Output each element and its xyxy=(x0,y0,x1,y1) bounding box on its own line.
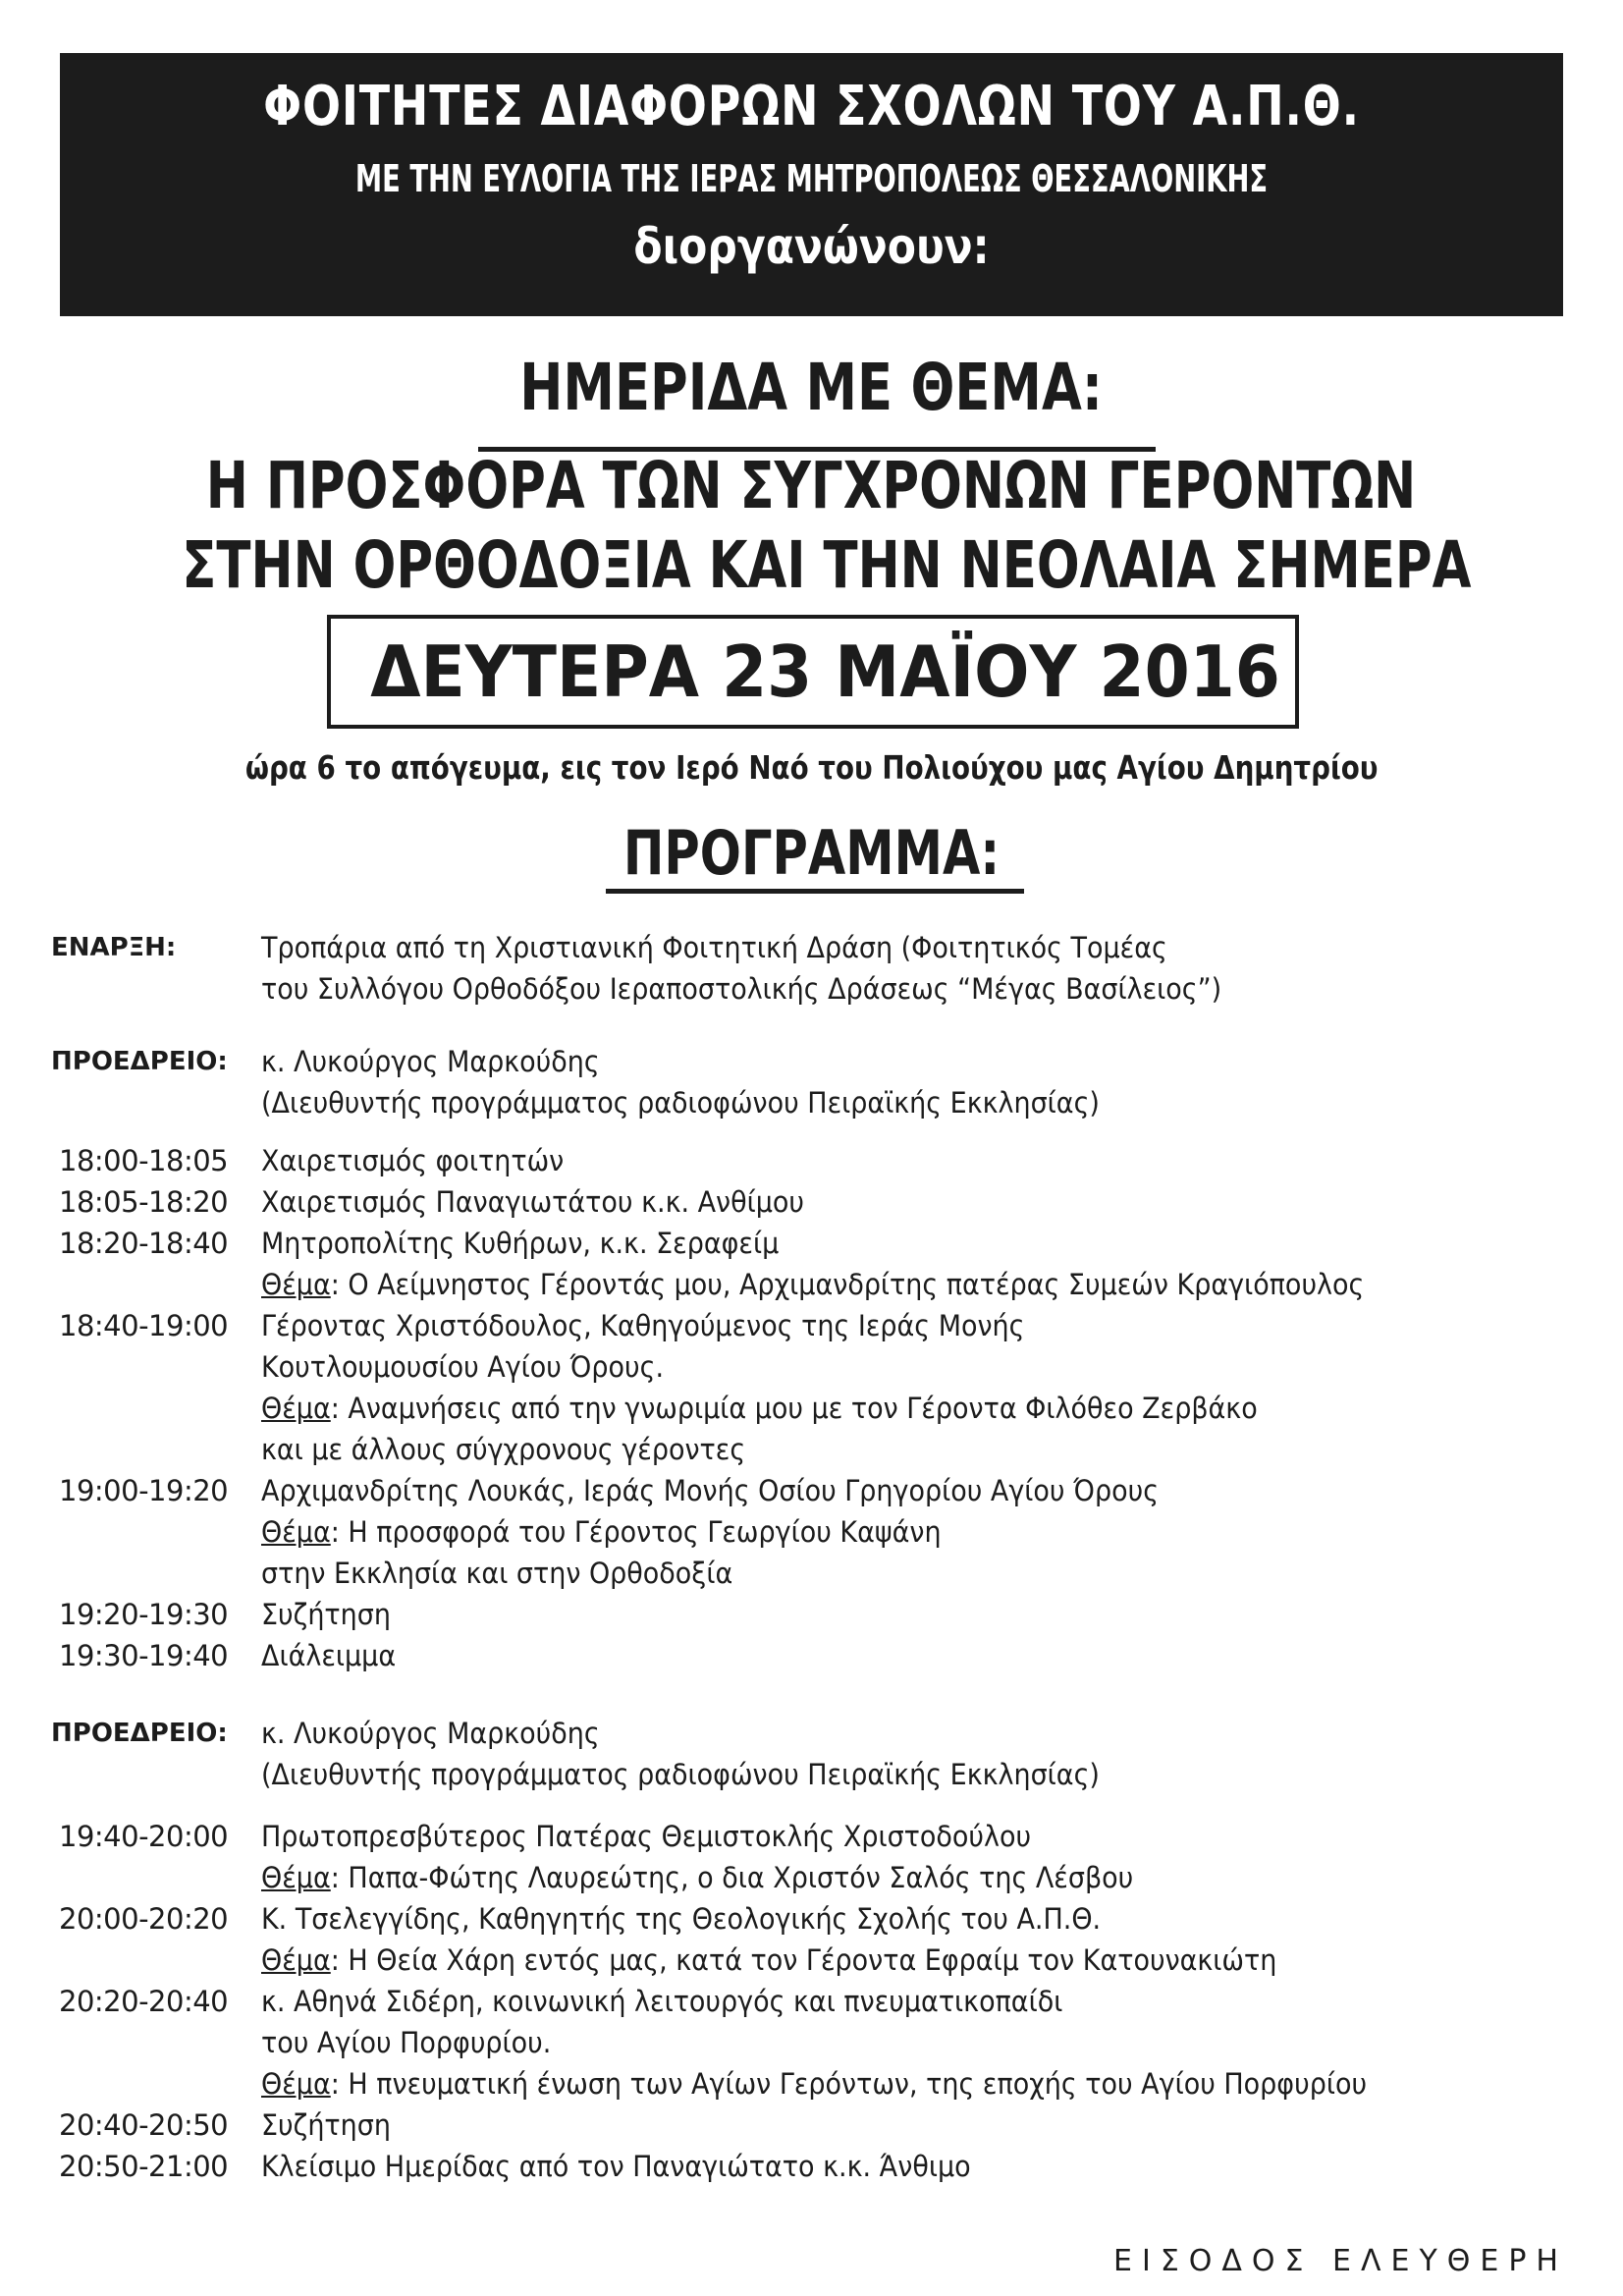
theme-text: : Αναμνήσεις από την γνωριμία μου με τον Γέροντα Φιλόθεο Ζερβάκο xyxy=(330,1392,1258,1425)
slot-time: 19:40-20:00 xyxy=(59,1820,229,1853)
theme-label: Θέμα xyxy=(261,1943,331,1977)
theme-label: Θέμα xyxy=(261,2067,331,2101)
event-date: ΔΕΥΤΕΡΑ 23 ΜΑΪΟΥ 2016 xyxy=(370,630,1280,713)
event-title-line-1-text: Η ΠΡΟΣΦΟΡΑ ΤΩΝ ΣΥΓΧΡΟΝΩΝ ΓΕΡΟΝΤΩΝ xyxy=(206,448,1417,523)
slot-text: Συζήτηση xyxy=(261,1598,391,1631)
slot-time: 18:20-18:40 xyxy=(59,1227,229,1260)
slot-text: Διάλειμμα xyxy=(261,1639,397,1672)
subject-heading xyxy=(0,350,1623,425)
presidium-chair-role: (Διευθυντής προγράμματος ραδιοφώνου Πειραϊκής Εκκλησίας) xyxy=(261,1758,1100,1791)
slot-text: Γέροντας Χριστόδουλος, Καθηγούμενος της Ιεράς Μονής xyxy=(261,1309,1025,1342)
theme-label: Θέμα xyxy=(261,1268,331,1301)
organizers-title: ΦΟΙΤΗΤΕΣ ΔΙΑΦΟΡΩΝ ΣΧΟΛΩΝ ΤΟΥ Α.Π.Θ. xyxy=(263,75,1360,138)
programme-heading-text: ΠΡΟΓΡΑΜΜΑ: xyxy=(622,817,1001,889)
date-box xyxy=(327,615,1299,729)
slot-text: Κλείσιμο Ημερίδας από τον Παναγιώτατο κ.κ. Άνθιμο xyxy=(261,2150,971,2183)
presidium-chair: κ. Λυκούργος Μαρκούδης xyxy=(261,1717,600,1750)
subject-heading-text: ΗΜΕΡΙΔΑ ΜΕ ΘΕΜΑ: xyxy=(519,350,1104,425)
presidium-chair: κ. Λυκούργος Μαρκούδης xyxy=(261,1045,600,1078)
time-and-venue-text: ώρα 6 το απόγευμα, εις τον Ιερό Ναό του Πολιούχου μας Αγίου Δημητρίου xyxy=(244,748,1379,787)
slot-theme xyxy=(261,1268,1364,1301)
presidium-label: ΠΡΟΕΔΡΕΙΟ: xyxy=(51,1719,228,1748)
slot-theme-continued: και με άλλους σύγχρονους γέροντες xyxy=(261,1433,746,1466)
slot-theme xyxy=(261,1943,1276,1977)
event-title-line-2-text: ΣΤΗΝ ΟΡΘΟΔΟΞΙΑ ΚΑΙ ΤΗΝ ΝΕΟΛΑΙΑ ΣΗΜΕΡΑ xyxy=(182,527,1472,603)
programme-heading-underline xyxy=(606,889,1024,894)
slot-text: Κουτλουμουσίου Αγίου Όρους. xyxy=(261,1350,665,1384)
slot-text: κ. Αθηνά Σιδέρη, κοινωνική λειτουργός και πνευματικοπαίδι xyxy=(261,1985,1063,2018)
slot-time: 20:50-21:00 xyxy=(59,2150,229,2183)
slot-theme xyxy=(261,1392,1258,1425)
slot-time: 18:05-18:20 xyxy=(59,1185,229,1219)
organizers-banner xyxy=(60,53,1563,316)
slot-text: Συζήτηση xyxy=(261,2108,391,2142)
theme-text: : Ο Αείμνηστος Γέροντάς μου, Αρχιμανδρίτης πατέρας Συμεών Κραγιόπουλος xyxy=(330,1268,1365,1301)
event-title-line-1 xyxy=(0,448,1623,523)
programme-heading xyxy=(0,817,1623,889)
theme-text: : Η Θεία Χάρη εντός μας, κατά τον Γέροντα Εφραίμ τον Κατουνακιώτη xyxy=(330,1943,1277,1977)
blessing-line: ΜΕ ΤΗΝ ΕΥΛΟΓΙΑ ΤΗΣ ΙΕΡΑΣ ΜΗΤΡΟΠΟΛΕΩΣ ΘΕΣΣΑΛΟΝΙΚΗΣ xyxy=(354,157,1269,200)
slot-text: Χαιρετισμός φοιτητών xyxy=(261,1144,565,1177)
slot-time: 19:30-19:40 xyxy=(59,1639,229,1672)
slot-time: 20:00-20:20 xyxy=(59,1902,229,1936)
slot-time: 20:40-20:50 xyxy=(59,2108,229,2142)
presidium-chair-role: (Διευθυντής προγράμματος ραδιοφώνου Πειραϊκής Εκκλησίας) xyxy=(261,1086,1100,1120)
theme-label: Θέμα xyxy=(261,1392,331,1425)
organize-line: διοργανώνουν: xyxy=(633,218,990,275)
opening-line: Τροπάρια από τη Χριστιανική Φοιτητική Δράση (Φοιτητικός Τομέας xyxy=(261,931,1167,964)
opening-line: του Συλλόγου Ορθοδόξου Ιεραποστολικής Δράσεως “Μέγας Βασίλειος”) xyxy=(261,972,1222,1006)
time-and-venue xyxy=(0,748,1623,787)
slot-time: 19:00-19:20 xyxy=(59,1474,229,1507)
theme-text: : Παπα-Φώτης Λαυρεώτης, ο δια Χριστόν Σαλός της Λέσβου xyxy=(330,1861,1134,1894)
slot-time: 19:20-19:30 xyxy=(59,1598,229,1631)
event-title-line-2 xyxy=(0,527,1623,603)
slot-theme xyxy=(261,1515,942,1549)
slot-text: Μητροπολίτης Κυθήρων, κ.κ. Σεραφείμ xyxy=(261,1227,780,1260)
slot-text: Κ. Τσελεγγίδης, Καθηγητής της Θεολογικής Σχολής του Α.Π.Θ. xyxy=(261,1902,1102,1936)
slot-theme xyxy=(261,1861,1133,1894)
slot-theme-continued: στην Εκκλησία και στην Ορθοδοξία xyxy=(261,1557,733,1590)
slot-text: Χαιρετισμός Παναγιωτάτου κ.κ. Ανθίμου xyxy=(261,1185,805,1219)
opening-label: ΕΝΑΡΞΗ: xyxy=(51,933,177,962)
slot-theme xyxy=(261,2067,1367,2101)
free-entry-notice: ΕΙΣΟΔΟΣ ΕΛΕΥΘΕΡΗ xyxy=(1113,2244,1568,2278)
presidium-label: ΠΡΟΕΔΡΕΙΟ: xyxy=(51,1047,228,1076)
theme-text: : Η πνευματική ένωση των Αγίων Γερόντων, της εποχής του Αγίου Πορφυρίου xyxy=(330,2067,1368,2101)
theme-text: : Η προσφορά του Γέροντος Γεωργίου Καψάνη xyxy=(330,1515,942,1549)
slot-time: 20:20-20:40 xyxy=(59,1985,229,2018)
slot-time: 18:00-18:05 xyxy=(59,1144,229,1177)
theme-label: Θέμα xyxy=(261,1515,331,1549)
slot-time: 18:40-19:00 xyxy=(59,1309,229,1342)
slot-text: του Αγίου Πορφυρίου. xyxy=(261,2026,552,2059)
slot-text: Πρωτοπρεσβύτερος Πατέρας Θεμιστοκλής Χριστοδούλου xyxy=(261,1820,1032,1853)
theme-label: Θέμα xyxy=(261,1861,331,1894)
slot-text: Αρχιμανδρίτης Λουκάς, Ιεράς Μονής Οσίου Γρηγορίου Αγίου Όρους xyxy=(261,1474,1160,1507)
